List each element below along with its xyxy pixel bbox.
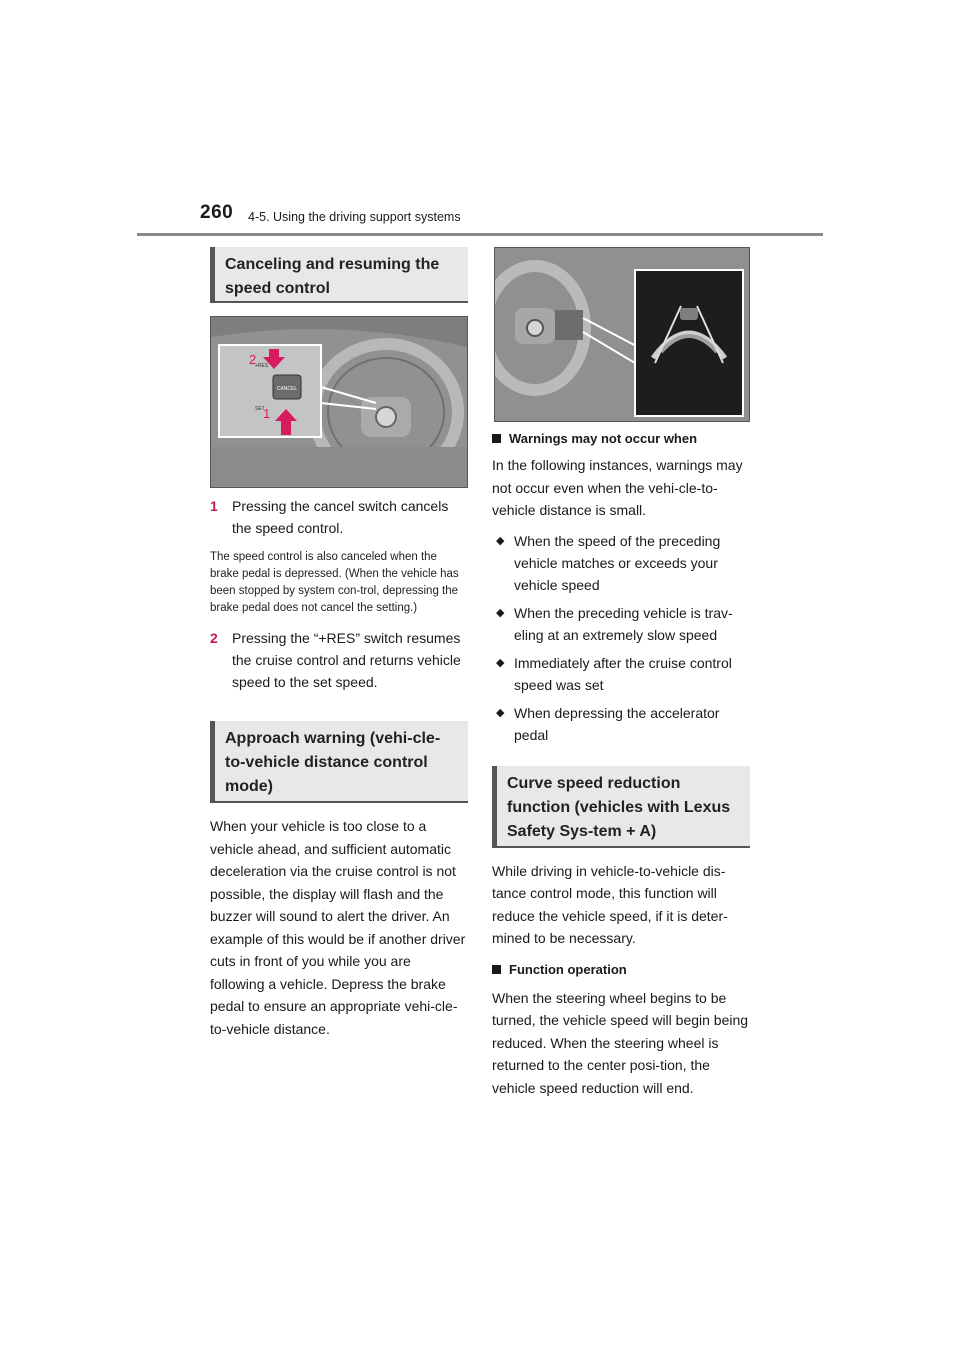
set-switch-label: SET <box>255 406 265 412</box>
bullet-item <box>492 602 750 646</box>
multi-information-display-drawing <box>495 248 749 421</box>
section-title: 4-5. Using the driving support systems <box>248 210 461 224</box>
approach-warning-paragraph: When your vehicle is too close to a vehicle ahead, and sufficient automatic deceleration via the cruise control is not possible, the display will flash and the buzzer will sound to alert the driver. An example of this would be if another driver cuts in front of you while you are following a vehicle. Depress the brake pedal to ensure an appropriate vehi-cle-to-vehicle distance. <box>210 818 466 1037</box>
step-text: Pressing the cancel switch cancels the speed control. <box>232 498 449 536</box>
res-switch-label: +RES <box>255 363 269 369</box>
heading-curve-speed-reduction: Curve speed reduction function (vehicles with Lexus Safety Sys-tem + A) <box>492 766 750 848</box>
bullet-text: When the preceding vehicle is trav-eling at an extremely slow speed <box>514 604 733 643</box>
steering-switch-drawing <box>211 317 467 487</box>
header-rule <box>137 233 823 236</box>
diamond-bullet-icon: ◆ <box>496 606 505 619</box>
diamond-bullet-icon: ◆ <box>496 706 505 719</box>
display-illustration <box>494 247 750 422</box>
cancel-switch-label: CANCEL <box>276 386 298 392</box>
bullet-text: When the speed of the preceding vehicle matches or exceeds your vehicle speed <box>514 532 721 593</box>
curve-speed-paragraph: While driving in vehicle-to-vehicle dis-tance control mode, this function will reduce the vehicle speed, if it is deter-mined to be necessary. <box>492 862 728 946</box>
bullet-item <box>492 530 750 596</box>
function-operation-paragraph: When the steering wheel begins to be turned, the vehicle speed will begin being reduced. When the steering wheel is returned to the center posi-tion, the vehicle speed reduction will end. <box>492 989 749 1096</box>
square-bullet-icon <box>492 434 501 443</box>
step-1 <box>210 495 468 539</box>
left-column <box>210 247 468 1040</box>
callout-2: 2 <box>249 352 257 367</box>
diamond-bullet-icon: ◆ <box>496 656 505 669</box>
callout-1: 1 <box>263 406 271 421</box>
warnings-paragraph: In the following instances, warnings may not occur even when the vehi-cle-to-vehicle distance is small. <box>492 457 743 518</box>
heading-approach-warning: Approach warning (vehi-cle-to-vehicle distance control mode) <box>210 721 468 803</box>
bullet-text: Immediately after the cruise control speed was set <box>514 654 732 693</box>
step-text: Pressing the “+RES” switch resumes the cruise control and returns vehicle speed to the set speed. <box>232 630 461 690</box>
step-number: 2 <box>210 630 218 646</box>
sub-heading-text: Warnings may not occur when <box>509 431 698 446</box>
sub-heading-warnings <box>492 431 750 446</box>
right-column <box>492 247 750 1099</box>
heading-canceling-resuming: Canceling and resuming the speed control <box>210 247 468 303</box>
step-number: 1 <box>210 498 218 514</box>
bullet-item <box>492 652 750 696</box>
step-2 <box>210 627 468 693</box>
bullet-item <box>492 702 750 746</box>
note-cancel: The speed control is also canceled when the brake pedal is depressed. (When the vehicle has been stopped by system con-trol, depressing the brake pedal does not cancel the setting.) <box>210 551 459 614</box>
square-bullet-icon <box>492 965 501 974</box>
steering-switch-illustration <box>210 316 468 488</box>
sub-heading-function-operation <box>492 962 750 977</box>
diamond-bullet-icon: ◆ <box>496 534 505 547</box>
sub-heading-text: Function operation <box>509 961 627 977</box>
bullet-text: When depressing the accelerator pedal <box>514 704 720 743</box>
page-number: 260 <box>200 202 234 223</box>
